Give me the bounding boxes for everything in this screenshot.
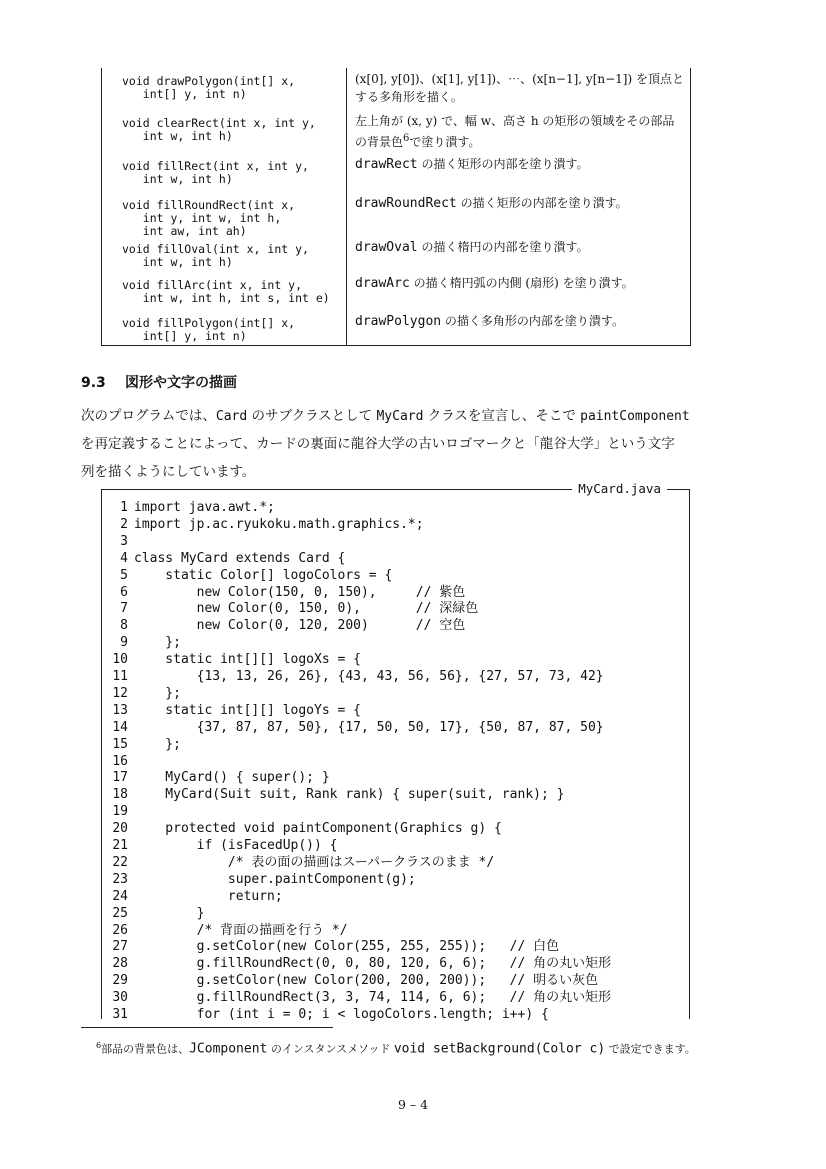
code-line	[102, 786, 564, 803]
code-term: drawOval	[355, 240, 418, 255]
code-line	[102, 736, 181, 753]
line-number: 30	[112, 990, 128, 1006]
code-line	[102, 516, 424, 533]
method-signature: void fillArc(int x, int y, int w, int h, int s, int e)	[122, 278, 330, 305]
code-line	[102, 567, 392, 584]
text-run: の描く楕円の内部を塗り潰す。	[417, 240, 589, 254]
paragraph-line	[81, 462, 255, 482]
code-text: static int[][] logoYs = {	[134, 702, 361, 718]
code-text: {37, 87, 87, 50}, {17, 50, 50, 17}, {50, 87, 87, 50}	[134, 719, 604, 735]
code-line	[102, 972, 598, 989]
code-line	[102, 550, 345, 567]
code-line	[102, 803, 134, 820]
code-text: };	[134, 736, 181, 752]
code-line	[102, 719, 604, 736]
code-term: drawRoundRect	[355, 196, 457, 211]
code-term: Card	[215, 409, 248, 424]
line-number: 5	[120, 567, 128, 583]
line-number: 20	[112, 821, 128, 837]
text-run: を再定義することによって、カードの裏面に龍谷大学の古いロゴマークと「龍谷大学」という文字	[81, 436, 675, 452]
line-number: 10	[112, 652, 128, 668]
code-line	[102, 769, 330, 786]
line-number: 28	[112, 956, 128, 972]
method-description	[355, 312, 685, 331]
code-text: if (isFacedUp()) {	[134, 838, 338, 853]
line-number: 8	[120, 618, 128, 634]
code-text: import jp.ac.ryukoku.math.graphics.*;	[134, 516, 424, 532]
api-method-table	[101, 68, 691, 346]
footnote	[96, 1038, 696, 1058]
line-number: 27	[112, 939, 128, 955]
text-run: の描く矩形の内部を塗り潰す。	[456, 196, 628, 210]
code-line	[102, 837, 338, 854]
method-description	[355, 70, 685, 106]
code-term: drawArc	[355, 276, 410, 291]
method-description	[355, 274, 685, 293]
method-description	[355, 112, 685, 151]
text-run: のインスタンスメソッド	[267, 1042, 394, 1056]
code-text: static Color[] logoColors = {	[134, 567, 393, 583]
text-run: (x[0], y[0])、(x[1], y[1])、⋯、(x[n−1], y[n−1]) を頂点とする多角形を描く。	[355, 72, 684, 104]
code-text: super.paintComponent(g);	[134, 871, 416, 887]
method-signature: void fillOval(int x, int y, int w, int h)	[122, 242, 309, 269]
line-number: 19	[112, 804, 128, 820]
line-number: 21	[112, 838, 128, 853]
method-signature: void fillPolygon(int[] x, int[] y, int n)	[122, 316, 296, 343]
code-listing	[101, 481, 690, 1022]
text-run: の描く楕円弧の内側 (扇形) を塗り潰す。	[409, 276, 634, 290]
method-description	[355, 155, 685, 174]
code-line	[102, 1006, 549, 1023]
code-text: g.setColor(new Color(200, 200, 200)); // 明るい灰色	[134, 973, 599, 989]
method-signature: void fillRect(int x, int y, int w, int h)	[122, 159, 309, 186]
code-text: class MyCard extends Card {	[134, 550, 346, 566]
code-text: protected void paintComponent(Graphics g) {	[134, 821, 502, 837]
code-line	[102, 651, 361, 668]
code-line	[102, 634, 181, 651]
line-number: 11	[112, 669, 128, 684]
code-text: return;	[134, 888, 283, 904]
code-line	[102, 938, 559, 955]
code-text: g.fillRoundRect(3, 3, 74, 114, 6, 6); // 角の丸い矩形	[134, 990, 612, 1006]
code-line	[102, 685, 181, 702]
line-number: 3	[120, 533, 128, 549]
code-text: g.fillRoundRect(0, 0, 80, 120, 6, 6); // 角の丸い矩形	[134, 956, 612, 972]
section-number: 9.3	[81, 375, 106, 391]
line-number: 2	[120, 516, 128, 532]
code-text: /* 表の面の描画はスーパークラスのまま */	[134, 854, 495, 870]
code-term: MyCard	[376, 409, 424, 424]
code-line	[102, 888, 283, 905]
code-line	[102, 584, 465, 601]
code-line	[102, 854, 494, 871]
code-text: MyCard() { super(); }	[134, 770, 330, 786]
code-text: };	[134, 685, 181, 701]
code-line	[102, 905, 204, 922]
line-number: 18	[112, 787, 128, 803]
text-run: 列を描くようにしています。	[81, 464, 256, 480]
code-text: import java.awt.*;	[134, 500, 275, 515]
text-run: で設定できます。	[605, 1042, 696, 1056]
method-description	[355, 238, 685, 257]
code-line	[102, 871, 416, 888]
code-text: {13, 13, 26, 26}, {43, 43, 56, 56}, {27, 57, 73, 42}	[134, 669, 604, 684]
code-text: };	[134, 635, 181, 651]
text-run: 部品の背景色は、	[101, 1042, 190, 1056]
line-number: 14	[112, 719, 128, 735]
line-number: 24	[112, 888, 128, 904]
code-line	[102, 499, 275, 516]
code-text: MyCard(Suit suit, Rank rank) { super(suit, rank); }	[134, 787, 565, 803]
section-title: 図形や文字の描画	[125, 375, 237, 391]
method-signature: void fillRoundRect(int x, int y, int w, int h, int aw, int ah)	[122, 198, 296, 238]
code-text: g.setColor(new Color(255, 255, 255)); // 白色	[134, 939, 560, 955]
method-signature: void drawPolygon(int[] x, int[] y, int n)	[122, 74, 296, 101]
code-line	[102, 753, 134, 770]
text-run: のサブクラスとして	[247, 408, 377, 424]
line-number: 25	[112, 905, 128, 921]
text-run: で塗り潰す。	[409, 135, 481, 149]
text-run: 左上角が (x, y) で、幅 w、高さ h の矩形の領域をその部品の背景色	[355, 114, 675, 149]
method-signature: void clearRect(int x, int y, int w, int h)	[122, 116, 316, 143]
text-run: の描く矩形の内部を塗り潰す。	[417, 157, 589, 171]
code-text: }	[134, 905, 205, 921]
code-term: drawRect	[355, 157, 418, 172]
paragraph-line	[81, 434, 675, 454]
line-number: 23	[112, 871, 128, 887]
code-text: new Color(150, 0, 150), // 紫色	[134, 584, 466, 600]
code-line	[102, 668, 604, 685]
text-run: の描く多角形の内部を塗り潰す。	[441, 314, 624, 328]
line-number: 22	[112, 854, 128, 870]
code-line	[102, 702, 361, 719]
code-line	[102, 600, 478, 617]
code-text: new Color(0, 120, 200) // 空色	[134, 618, 466, 634]
code-term: JComponent	[189, 1041, 268, 1057]
code-term: paintComponent	[580, 409, 690, 424]
line-number: 4	[120, 550, 128, 566]
line-number: 17	[112, 770, 128, 786]
line-number: 16	[112, 753, 128, 769]
code-text: new Color(0, 150, 0), // 深緑色	[134, 601, 479, 617]
code-line	[102, 955, 611, 972]
page-number: 9 – 4	[397, 1097, 429, 1112]
code-term: drawPolygon	[355, 314, 442, 329]
footnote-marker: 6	[403, 133, 410, 144]
line-number: 9	[120, 635, 128, 651]
table-column-divider	[346, 68, 347, 345]
code-text: /* 背面の描画を行う */	[134, 922, 348, 938]
line-number: 29	[112, 973, 128, 989]
line-number: 31	[112, 1007, 128, 1022]
text-run: 次のプログラムでは、	[81, 408, 216, 424]
line-number: 1	[120, 500, 128, 515]
line-number: 12	[112, 685, 128, 701]
code-text: for (int i = 0; i < logoColors.length; i++) {	[134, 1007, 549, 1022]
code-line	[102, 617, 465, 634]
footnote-marker: 6	[96, 1041, 102, 1050]
code-line	[102, 922, 348, 939]
paragraph-line	[81, 406, 690, 427]
line-number: 26	[112, 922, 128, 938]
method-description	[355, 194, 685, 213]
line-number: 7	[120, 601, 128, 617]
section-heading	[81, 372, 237, 392]
code-term: void setBackground(Color c)	[393, 1041, 606, 1057]
line-number: 13	[112, 702, 128, 718]
code-line	[102, 820, 502, 837]
code-filename: MyCard.java	[572, 481, 667, 497]
code-line	[102, 989, 611, 1006]
code-line	[102, 533, 134, 550]
code-text: static int[][] logoXs = {	[134, 652, 361, 668]
footnote-rule	[81, 1027, 333, 1028]
text-run: クラスを宣言し、そこで	[423, 408, 581, 424]
line-number: 15	[112, 736, 128, 752]
line-number: 6	[120, 584, 128, 600]
